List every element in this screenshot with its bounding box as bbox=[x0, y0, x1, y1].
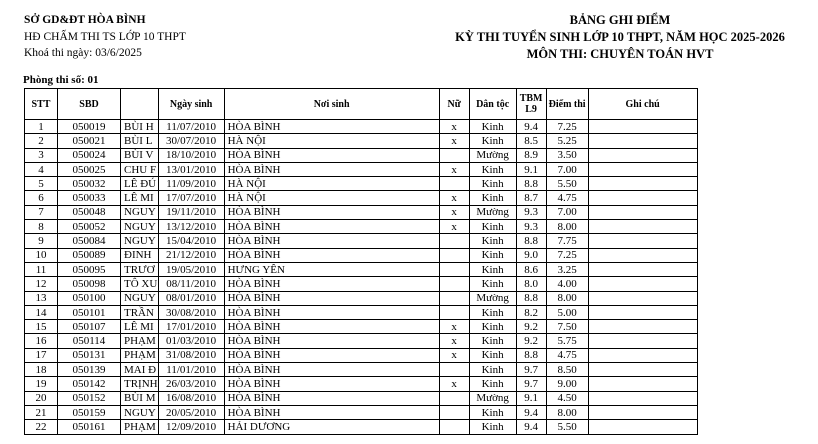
cell-birthplace: HÒA BÌNH bbox=[224, 348, 439, 362]
cell-birthplace: HÒA BÌNH bbox=[224, 405, 439, 419]
cell-score: 7.25 bbox=[546, 120, 588, 134]
table-row bbox=[25, 291, 698, 305]
cell-ethnicity: Kinh bbox=[469, 320, 516, 334]
cell-score: 8.00 bbox=[546, 405, 588, 419]
cell-score: 5.75 bbox=[546, 334, 588, 348]
room-label: Phòng thi số: 01 bbox=[23, 74, 99, 86]
col-header-note: Ghi chú bbox=[588, 89, 697, 120]
cell-tbm-l9: 9.4 bbox=[516, 420, 546, 434]
cell-name: LÊ MI bbox=[121, 320, 159, 334]
table-row bbox=[25, 348, 698, 362]
cell-tbm-l9: 8.6 bbox=[516, 262, 546, 276]
cell-note bbox=[588, 205, 697, 219]
cell-tbm-l9: 9.7 bbox=[516, 377, 546, 391]
exam-date: Khoá thi ngày: 03/6/2025 bbox=[24, 47, 142, 59]
cell-stt: 15 bbox=[25, 320, 58, 334]
cell-birth-date: 13/12/2010 bbox=[158, 220, 224, 234]
table-row bbox=[25, 391, 698, 405]
cell-female: x bbox=[439, 220, 469, 234]
cell-birthplace: HÒA BÌNH bbox=[224, 220, 439, 234]
cell-ethnicity: Kinh bbox=[469, 305, 516, 319]
cell-name: PHẠM bbox=[121, 420, 159, 434]
cell-stt: 22 bbox=[25, 420, 58, 434]
table-row bbox=[25, 420, 698, 434]
cell-ethnicity: Kinh bbox=[469, 334, 516, 348]
cell-name: CHU F bbox=[121, 162, 159, 176]
cell-birth-date: 11/09/2010 bbox=[158, 177, 224, 191]
cell-birth-date: 08/01/2010 bbox=[158, 291, 224, 305]
header-right bbox=[430, 12, 810, 63]
score-table bbox=[24, 88, 698, 435]
cell-sbd: 050098 bbox=[58, 277, 121, 291]
cell-sbd: 050032 bbox=[58, 177, 121, 191]
cell-score: 4.50 bbox=[546, 391, 588, 405]
cell-ethnicity: Kinh bbox=[469, 191, 516, 205]
cell-birthplace: HÀ NỘI bbox=[224, 191, 439, 205]
cell-birth-date: 19/11/2010 bbox=[158, 205, 224, 219]
cell-name: BÙI V bbox=[121, 148, 159, 162]
cell-stt: 10 bbox=[25, 248, 58, 262]
cell-note bbox=[588, 348, 697, 362]
cell-sbd: 050107 bbox=[58, 320, 121, 334]
cell-birth-date: 18/10/2010 bbox=[158, 148, 224, 162]
cell-sbd: 050019 bbox=[58, 120, 121, 134]
cell-stt: 13 bbox=[25, 291, 58, 305]
cell-name: TRỊNH bbox=[121, 377, 159, 391]
cell-sbd: 050025 bbox=[58, 162, 121, 176]
cell-note bbox=[588, 377, 697, 391]
cell-tbm-l9: 9.4 bbox=[516, 120, 546, 134]
cell-female bbox=[439, 305, 469, 319]
table-row bbox=[25, 191, 698, 205]
cell-birth-date: 12/09/2010 bbox=[158, 420, 224, 434]
cell-note bbox=[588, 220, 697, 234]
cell-note bbox=[588, 277, 697, 291]
cell-female: x bbox=[439, 162, 469, 176]
table-row bbox=[25, 220, 698, 234]
cell-sbd: 050131 bbox=[58, 348, 121, 362]
cell-sbd: 050161 bbox=[58, 420, 121, 434]
cell-score: 4.75 bbox=[546, 348, 588, 362]
cell-name: LÊ MI bbox=[121, 191, 159, 205]
cell-note bbox=[588, 420, 697, 434]
col-header-birthplace: Nơi sinh bbox=[224, 89, 439, 120]
cell-tbm-l9: 9.4 bbox=[516, 405, 546, 419]
cell-ethnicity: Mường bbox=[469, 391, 516, 405]
cell-name: MAI Đ bbox=[121, 363, 159, 377]
cell-stt: 17 bbox=[25, 348, 58, 362]
cell-note bbox=[588, 391, 697, 405]
cell-birth-date: 01/03/2010 bbox=[158, 334, 224, 348]
cell-stt: 12 bbox=[25, 277, 58, 291]
cell-score: 8.00 bbox=[546, 291, 588, 305]
cell-stt: 7 bbox=[25, 205, 58, 219]
cell-birthplace: HÒA BÌNH bbox=[224, 291, 439, 305]
cell-score: 7.75 bbox=[546, 234, 588, 248]
cell-stt: 4 bbox=[25, 162, 58, 176]
cell-female bbox=[439, 391, 469, 405]
doc-title: BẢNG GHI ĐIỂM bbox=[569, 13, 671, 27]
cell-birthplace: HÒA BÌNH bbox=[224, 305, 439, 319]
cell-sbd: 050100 bbox=[58, 291, 121, 305]
cell-tbm-l9: 9.7 bbox=[516, 363, 546, 377]
cell-tbm-l9: 8.2 bbox=[516, 305, 546, 319]
cell-female bbox=[439, 291, 469, 305]
board-name: HĐ CHẤM THI TS LỚP 10 THPT bbox=[24, 30, 186, 43]
cell-note bbox=[588, 334, 697, 348]
cell-sbd: 050152 bbox=[58, 391, 121, 405]
cell-sbd: 050052 bbox=[58, 220, 121, 234]
cell-tbm-l9: 9.3 bbox=[516, 220, 546, 234]
cell-tbm-l9: 9.2 bbox=[516, 334, 546, 348]
table-row bbox=[25, 120, 698, 134]
cell-ethnicity: Mường bbox=[469, 148, 516, 162]
cell-ethnicity: Kinh bbox=[469, 277, 516, 291]
cell-birth-date: 30/08/2010 bbox=[158, 305, 224, 319]
cell-note bbox=[588, 162, 697, 176]
cell-female bbox=[439, 177, 469, 191]
cell-birth-date: 17/07/2010 bbox=[158, 191, 224, 205]
cell-birthplace: HÒA BÌNH bbox=[224, 320, 439, 334]
cell-female: x bbox=[439, 348, 469, 362]
cell-score: 5.25 bbox=[546, 134, 588, 148]
cell-name: LÊ ĐÚ bbox=[121, 177, 159, 191]
cell-stt: 5 bbox=[25, 177, 58, 191]
table-row bbox=[25, 162, 698, 176]
cell-female: x bbox=[439, 205, 469, 219]
cell-ethnicity: Kinh bbox=[469, 363, 516, 377]
cell-name: BÙI M bbox=[121, 391, 159, 405]
cell-score: 9.00 bbox=[546, 377, 588, 391]
cell-note bbox=[588, 177, 697, 191]
cell-sbd: 050048 bbox=[58, 205, 121, 219]
cell-name: NGUY bbox=[121, 220, 159, 234]
table-body bbox=[25, 120, 698, 435]
cell-stt: 18 bbox=[25, 363, 58, 377]
cell-female bbox=[439, 148, 469, 162]
cell-stt: 11 bbox=[25, 262, 58, 276]
cell-female: x bbox=[439, 134, 469, 148]
cell-birth-date: 26/03/2010 bbox=[158, 377, 224, 391]
cell-score: 3.25 bbox=[546, 262, 588, 276]
cell-ethnicity: Kinh bbox=[469, 248, 516, 262]
cell-stt: 2 bbox=[25, 134, 58, 148]
cell-ethnicity: Mường bbox=[469, 205, 516, 219]
cell-note bbox=[588, 262, 697, 276]
cell-note bbox=[588, 148, 697, 162]
cell-score: 5.50 bbox=[546, 420, 588, 434]
cell-birthplace: HÀ NỘI bbox=[224, 177, 439, 191]
cell-stt: 3 bbox=[25, 148, 58, 162]
cell-note bbox=[588, 134, 697, 148]
cell-ethnicity: Kinh bbox=[469, 377, 516, 391]
cell-score: 5.00 bbox=[546, 305, 588, 319]
cell-score: 5.50 bbox=[546, 177, 588, 191]
cell-birthplace: HÒA BÌNH bbox=[224, 391, 439, 405]
cell-name: TRƯƠ bbox=[121, 262, 159, 276]
cell-name: BÙI H bbox=[121, 120, 159, 134]
cell-sbd: 050084 bbox=[58, 234, 121, 248]
cell-sbd: 050095 bbox=[58, 262, 121, 276]
cell-ethnicity: Kinh bbox=[469, 348, 516, 362]
cell-birthplace: HÒA BÌNH bbox=[224, 377, 439, 391]
col-header-female: Nữ bbox=[439, 89, 469, 120]
org-name: SỞ GD&ĐT HÒA BÌNH bbox=[24, 14, 146, 26]
cell-female bbox=[439, 420, 469, 434]
cell-name: BÙI L bbox=[121, 134, 159, 148]
cell-note bbox=[588, 305, 697, 319]
cell-ethnicity: Kinh bbox=[469, 134, 516, 148]
cell-sbd: 050101 bbox=[58, 305, 121, 319]
cell-stt: 1 bbox=[25, 120, 58, 134]
cell-stt: 14 bbox=[25, 305, 58, 319]
cell-birthplace: HƯNG YÊN bbox=[224, 262, 439, 276]
cell-birthplace: HÒA BÌNH bbox=[224, 205, 439, 219]
cell-name: NGUY bbox=[121, 205, 159, 219]
cell-female: x bbox=[439, 334, 469, 348]
cell-name: PHẠM bbox=[121, 348, 159, 362]
cell-note bbox=[588, 234, 697, 248]
cell-sbd: 050139 bbox=[58, 363, 121, 377]
cell-birth-date: 15/04/2010 bbox=[158, 234, 224, 248]
col-header-name bbox=[121, 89, 159, 120]
cell-stt: 20 bbox=[25, 391, 58, 405]
cell-ethnicity: Kinh bbox=[469, 120, 516, 134]
cell-sbd: 050114 bbox=[58, 334, 121, 348]
cell-female: x bbox=[439, 120, 469, 134]
cell-female: x bbox=[439, 191, 469, 205]
doc-subtitle: KỲ THI TUYỂN SINH LỚP 10 THPT, NĂM HỌC 2025-2026 bbox=[455, 30, 785, 44]
cell-birthplace: HÒA BÌNH bbox=[224, 334, 439, 348]
col-header-score: Điểm thi bbox=[546, 89, 588, 120]
cell-birth-date: 08/11/2010 bbox=[158, 277, 224, 291]
cell-ethnicity: Kinh bbox=[469, 420, 516, 434]
cell-tbm-l9: 9.1 bbox=[516, 162, 546, 176]
cell-tbm-l9: 8.8 bbox=[516, 348, 546, 362]
cell-birth-date: 21/12/2010 bbox=[158, 248, 224, 262]
table-row bbox=[25, 377, 698, 391]
cell-tbm-l9: 8.7 bbox=[516, 191, 546, 205]
cell-tbm-l9: 9.2 bbox=[516, 320, 546, 334]
table-row bbox=[25, 134, 698, 148]
cell-sbd: 050024 bbox=[58, 148, 121, 162]
col-header-sbd: SBD bbox=[58, 89, 121, 120]
cell-score: 7.00 bbox=[546, 162, 588, 176]
cell-ethnicity: Kinh bbox=[469, 177, 516, 191]
cell-stt: 6 bbox=[25, 191, 58, 205]
cell-note bbox=[588, 191, 697, 205]
col-header-tbm-l9: TBM L9 bbox=[516, 89, 546, 120]
cell-name: TÔ XU bbox=[121, 277, 159, 291]
cell-score: 7.25 bbox=[546, 248, 588, 262]
cell-name: PHẠM bbox=[121, 334, 159, 348]
cell-birth-date: 17/01/2010 bbox=[158, 320, 224, 334]
cell-ethnicity: Kinh bbox=[469, 234, 516, 248]
cell-birth-date: 20/05/2010 bbox=[158, 405, 224, 419]
cell-name: TRẦN bbox=[121, 305, 159, 319]
cell-tbm-l9: 8.8 bbox=[516, 291, 546, 305]
cell-note bbox=[588, 291, 697, 305]
cell-tbm-l9: 8.9 bbox=[516, 148, 546, 162]
cell-tbm-l9: 9.0 bbox=[516, 248, 546, 262]
cell-stt: 8 bbox=[25, 220, 58, 234]
cell-note bbox=[588, 363, 697, 377]
cell-sbd: 050033 bbox=[58, 191, 121, 205]
cell-birth-date: 16/08/2010 bbox=[158, 391, 224, 405]
cell-tbm-l9: 9.3 bbox=[516, 205, 546, 219]
cell-ethnicity: Kinh bbox=[469, 220, 516, 234]
cell-note bbox=[588, 320, 697, 334]
cell-sbd: 050089 bbox=[58, 248, 121, 262]
col-header-ethnicity: Dân tộc bbox=[469, 89, 516, 120]
cell-ethnicity: Mường bbox=[469, 291, 516, 305]
table-row bbox=[25, 248, 698, 262]
cell-ethnicity: Kinh bbox=[469, 405, 516, 419]
table-row bbox=[25, 234, 698, 248]
cell-birthplace: HÀ NỘI bbox=[224, 134, 439, 148]
cell-birth-date: 31/08/2010 bbox=[158, 348, 224, 362]
cell-tbm-l9: 8.8 bbox=[516, 234, 546, 248]
cell-birthplace: HÒA BÌNH bbox=[224, 162, 439, 176]
cell-ethnicity: Kinh bbox=[469, 162, 516, 176]
cell-tbm-l9: 8.8 bbox=[516, 177, 546, 191]
cell-birthplace: HÒA BÌNH bbox=[224, 277, 439, 291]
table-row bbox=[25, 177, 698, 191]
table-row bbox=[25, 320, 698, 334]
table-row bbox=[25, 205, 698, 219]
cell-score: 8.00 bbox=[546, 220, 588, 234]
table-row bbox=[25, 262, 698, 276]
table-row bbox=[25, 334, 698, 348]
cell-female bbox=[439, 234, 469, 248]
cell-birthplace: HÒA BÌNH bbox=[224, 248, 439, 262]
cell-birthplace: HẢI DƯƠNG bbox=[224, 420, 439, 434]
cell-name: NGUY bbox=[121, 234, 159, 248]
table-row bbox=[25, 363, 698, 377]
col-header-birth-date: Ngày sinh bbox=[158, 89, 224, 120]
cell-female: x bbox=[439, 377, 469, 391]
cell-stt: 19 bbox=[25, 377, 58, 391]
cell-tbm-l9: 9.1 bbox=[516, 391, 546, 405]
cell-tbm-l9: 8.0 bbox=[516, 277, 546, 291]
cell-sbd: 050142 bbox=[58, 377, 121, 391]
cell-female: x bbox=[439, 320, 469, 334]
cell-female bbox=[439, 277, 469, 291]
header-left bbox=[24, 12, 186, 62]
cell-birthplace: HÒA BÌNH bbox=[224, 120, 439, 134]
cell-name: ĐINH bbox=[121, 248, 159, 262]
table-row bbox=[25, 305, 698, 319]
cell-name: NGUY bbox=[121, 405, 159, 419]
cell-note bbox=[588, 120, 697, 134]
cell-ethnicity: Kinh bbox=[469, 262, 516, 276]
cell-note bbox=[588, 248, 697, 262]
cell-female bbox=[439, 248, 469, 262]
col-header-stt: STT bbox=[25, 89, 58, 120]
subject-line: MÔN THI: CHUYÊN TOÁN HVT bbox=[526, 47, 714, 61]
cell-stt: 21 bbox=[25, 405, 58, 419]
cell-score: 3.50 bbox=[546, 148, 588, 162]
cell-sbd: 050159 bbox=[58, 405, 121, 419]
cell-tbm-l9: 8.5 bbox=[516, 134, 546, 148]
cell-stt: 16 bbox=[25, 334, 58, 348]
cell-birthplace: HÒA BÌNH bbox=[224, 234, 439, 248]
cell-birth-date: 13/01/2010 bbox=[158, 162, 224, 176]
cell-sbd: 050021 bbox=[58, 134, 121, 148]
cell-birth-date: 19/05/2010 bbox=[158, 262, 224, 276]
cell-note bbox=[588, 405, 697, 419]
cell-name: NGUY bbox=[121, 291, 159, 305]
cell-score: 8.50 bbox=[546, 363, 588, 377]
cell-birth-date: 30/07/2010 bbox=[158, 134, 224, 148]
cell-score: 4.00 bbox=[546, 277, 588, 291]
cell-female bbox=[439, 363, 469, 377]
cell-birth-date: 11/07/2010 bbox=[158, 120, 224, 134]
cell-female bbox=[439, 405, 469, 419]
cell-score: 7.00 bbox=[546, 205, 588, 219]
cell-birthplace: HÒA BÌNH bbox=[224, 363, 439, 377]
table-row bbox=[25, 148, 698, 162]
cell-score: 4.75 bbox=[546, 191, 588, 205]
table-row bbox=[25, 405, 698, 419]
cell-birth-date: 11/01/2010 bbox=[158, 363, 224, 377]
cell-birthplace: HÒA BÌNH bbox=[224, 148, 439, 162]
cell-female bbox=[439, 262, 469, 276]
cell-stt: 9 bbox=[25, 234, 58, 248]
table-row bbox=[25, 277, 698, 291]
cell-score: 7.50 bbox=[546, 320, 588, 334]
table-header-row bbox=[25, 89, 698, 120]
